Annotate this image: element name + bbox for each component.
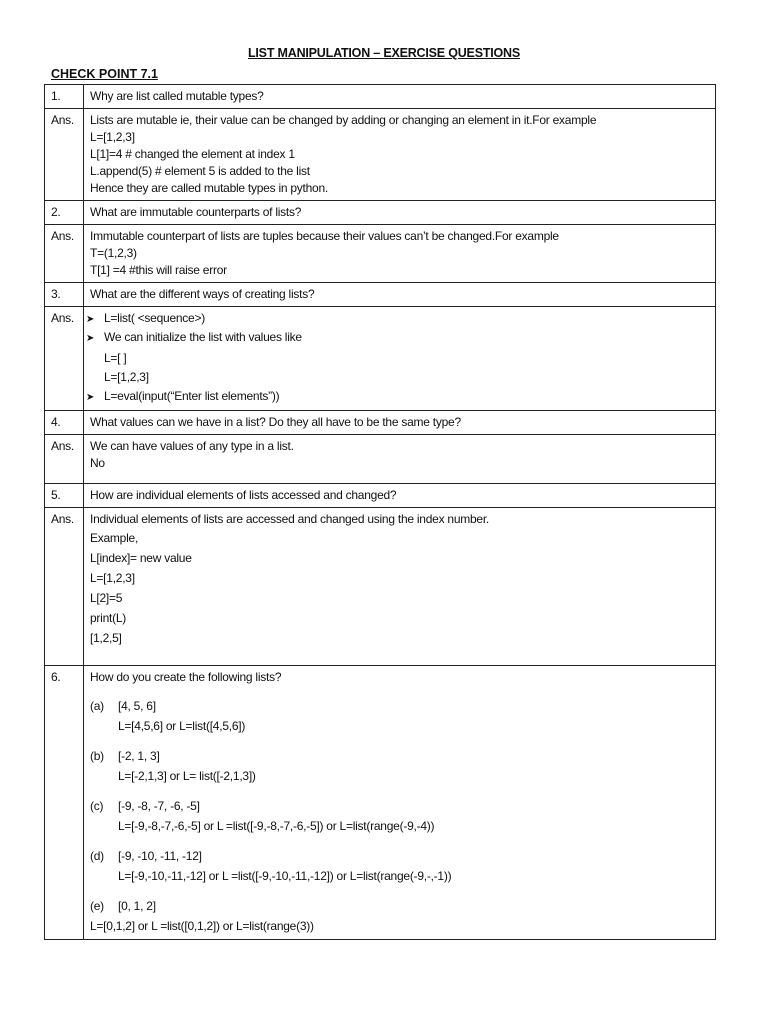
bullet-item	[86, 310, 709, 329]
question-text: What values can we have in a list? Do they all have to be the same type?	[84, 411, 716, 435]
answer-body	[84, 435, 716, 484]
answer-line: L[index]= new value	[90, 551, 192, 565]
question-number: 2.	[45, 201, 84, 225]
sub-question	[90, 746, 709, 786]
answer-line: Individual elements of lists are accessed and changed using the index number.	[90, 512, 490, 526]
question-row	[45, 201, 716, 225]
question-body	[84, 666, 716, 940]
sub-question-answer: L=[-9,-8,-7,-6,-5] or L =list([-9,-8,-7,-6,-5]) or L=list(range(-9,-4))	[118, 819, 435, 833]
sub-question-list: [4, 5, 6]	[118, 699, 156, 713]
answer-line: L[2]=5	[90, 591, 123, 605]
question-row	[45, 283, 716, 307]
answer-body	[84, 225, 716, 283]
answer-body	[84, 508, 716, 666]
answer-line: [1,2,5]	[90, 631, 122, 645]
answer-line: L=[1,2,3]	[90, 130, 135, 144]
answer-line: Immutable counterpart of lists are tuples because their values can’t be changed.For example	[90, 229, 559, 243]
question-row	[45, 411, 716, 435]
answer-body	[84, 109, 716, 201]
question-row	[45, 85, 716, 109]
answer-body	[84, 307, 716, 411]
answer-row	[45, 109, 716, 201]
question-number: 3.	[45, 283, 84, 307]
answer-line: We can have values of any type in a list.	[90, 439, 294, 453]
answer-line: No	[90, 456, 105, 470]
sub-question-answer: L=[4,5,6] or L=list([4,5,6])	[118, 719, 246, 733]
arrow-bullet-icon: ➤	[86, 314, 95, 325]
answer-label: Ans.	[45, 307, 84, 411]
arrow-bullet-icon: ➤	[86, 333, 95, 344]
answer-label: Ans.	[45, 225, 84, 283]
answer-row	[45, 307, 716, 411]
question-text: How do you create the following lists?	[90, 670, 282, 684]
bullet-item	[86, 329, 709, 348]
page-title: LIST MANIPULATION – EXERCISE QUESTIONS	[247, 46, 521, 60]
answer-label: Ans.	[45, 109, 84, 201]
arrow-bullet-icon: ➤	[86, 392, 95, 403]
question-text: Why are list called mutable types?	[84, 85, 716, 109]
sub-question	[90, 696, 709, 736]
sub-question-label: (e)	[90, 899, 104, 913]
bullet-text: L=eval(input(“Enter list elements”))	[104, 389, 280, 403]
answer-line: L=[1,2,3]	[90, 571, 135, 585]
question-number: 4.	[45, 411, 84, 435]
answer-row	[45, 508, 716, 666]
sub-question-label: (b)	[90, 749, 104, 763]
sub-question-list: [-9, -8, -7, -6, -5]	[118, 799, 200, 813]
sub-question-label: (c)	[90, 799, 104, 813]
answer-line: L.append(5) # element 5 is added to the list	[90, 164, 310, 178]
sub-question	[90, 846, 709, 886]
question-row	[45, 484, 716, 508]
sub-question	[90, 796, 709, 836]
answer-row	[45, 435, 716, 484]
answer-label: Ans.	[45, 435, 84, 484]
question-row	[45, 666, 716, 940]
question-text: How are individual elements of lists accessed and changed?	[84, 484, 716, 508]
answer-line: Example,	[90, 531, 139, 545]
question-text: What are immutable counterparts of lists?	[84, 201, 716, 225]
bullet-item	[86, 388, 709, 407]
bullet-subline: L=[ ]	[104, 351, 127, 365]
checkpoint-heading: CHECK POINT 7.1	[51, 67, 158, 81]
question-number: 1.	[45, 85, 84, 109]
sub-question-list: [-9, -10, -11, -12]	[118, 849, 202, 863]
answer-line: T[1] =4 #this will raise error	[90, 263, 227, 277]
answer-line: Hence they are called mutable types in python.	[90, 181, 328, 195]
sub-question-list: [-2, 1, 3]	[118, 749, 160, 763]
sub-question-label: (a)	[90, 699, 104, 713]
bullet-subline: L=[1,2,3]	[104, 370, 149, 384]
question-number: 6.	[45, 666, 84, 940]
bullet-text: L=list( <sequence>)	[104, 311, 205, 325]
sub-question-answer: L=[-9,-10,-11,-12] or L =list([-9,-10,-11,-12]) or L=list(range(-9,-,-1))	[118, 869, 452, 883]
sub-question-answer: L=[-2,1,3] or L= list([-2,1,3])	[118, 769, 256, 783]
answer-line: Lists are mutable ie, their value can be changed by adding or changing an element in it.For example	[90, 113, 597, 127]
bullet-text: We can initialize the list with values like	[104, 330, 302, 344]
answer-line: L[1]=4 # changed the element at index 1	[90, 147, 295, 161]
sub-question-answer: L=[0,1,2] or L =list([0,1,2]) or L=list(range(3))	[90, 919, 314, 933]
answer-line: T=(1,2,3)	[90, 246, 137, 260]
answer-label: Ans.	[45, 508, 84, 666]
sub-question	[90, 896, 709, 936]
exercise-table	[44, 84, 716, 940]
sub-question-list: [0, 1, 2]	[118, 899, 156, 913]
sub-question-label: (d)	[90, 849, 104, 863]
answer-row	[45, 225, 716, 283]
question-number: 5.	[45, 484, 84, 508]
answer-line: print(L)	[90, 611, 127, 625]
question-text: What are the different ways of creating lists?	[84, 283, 716, 307]
